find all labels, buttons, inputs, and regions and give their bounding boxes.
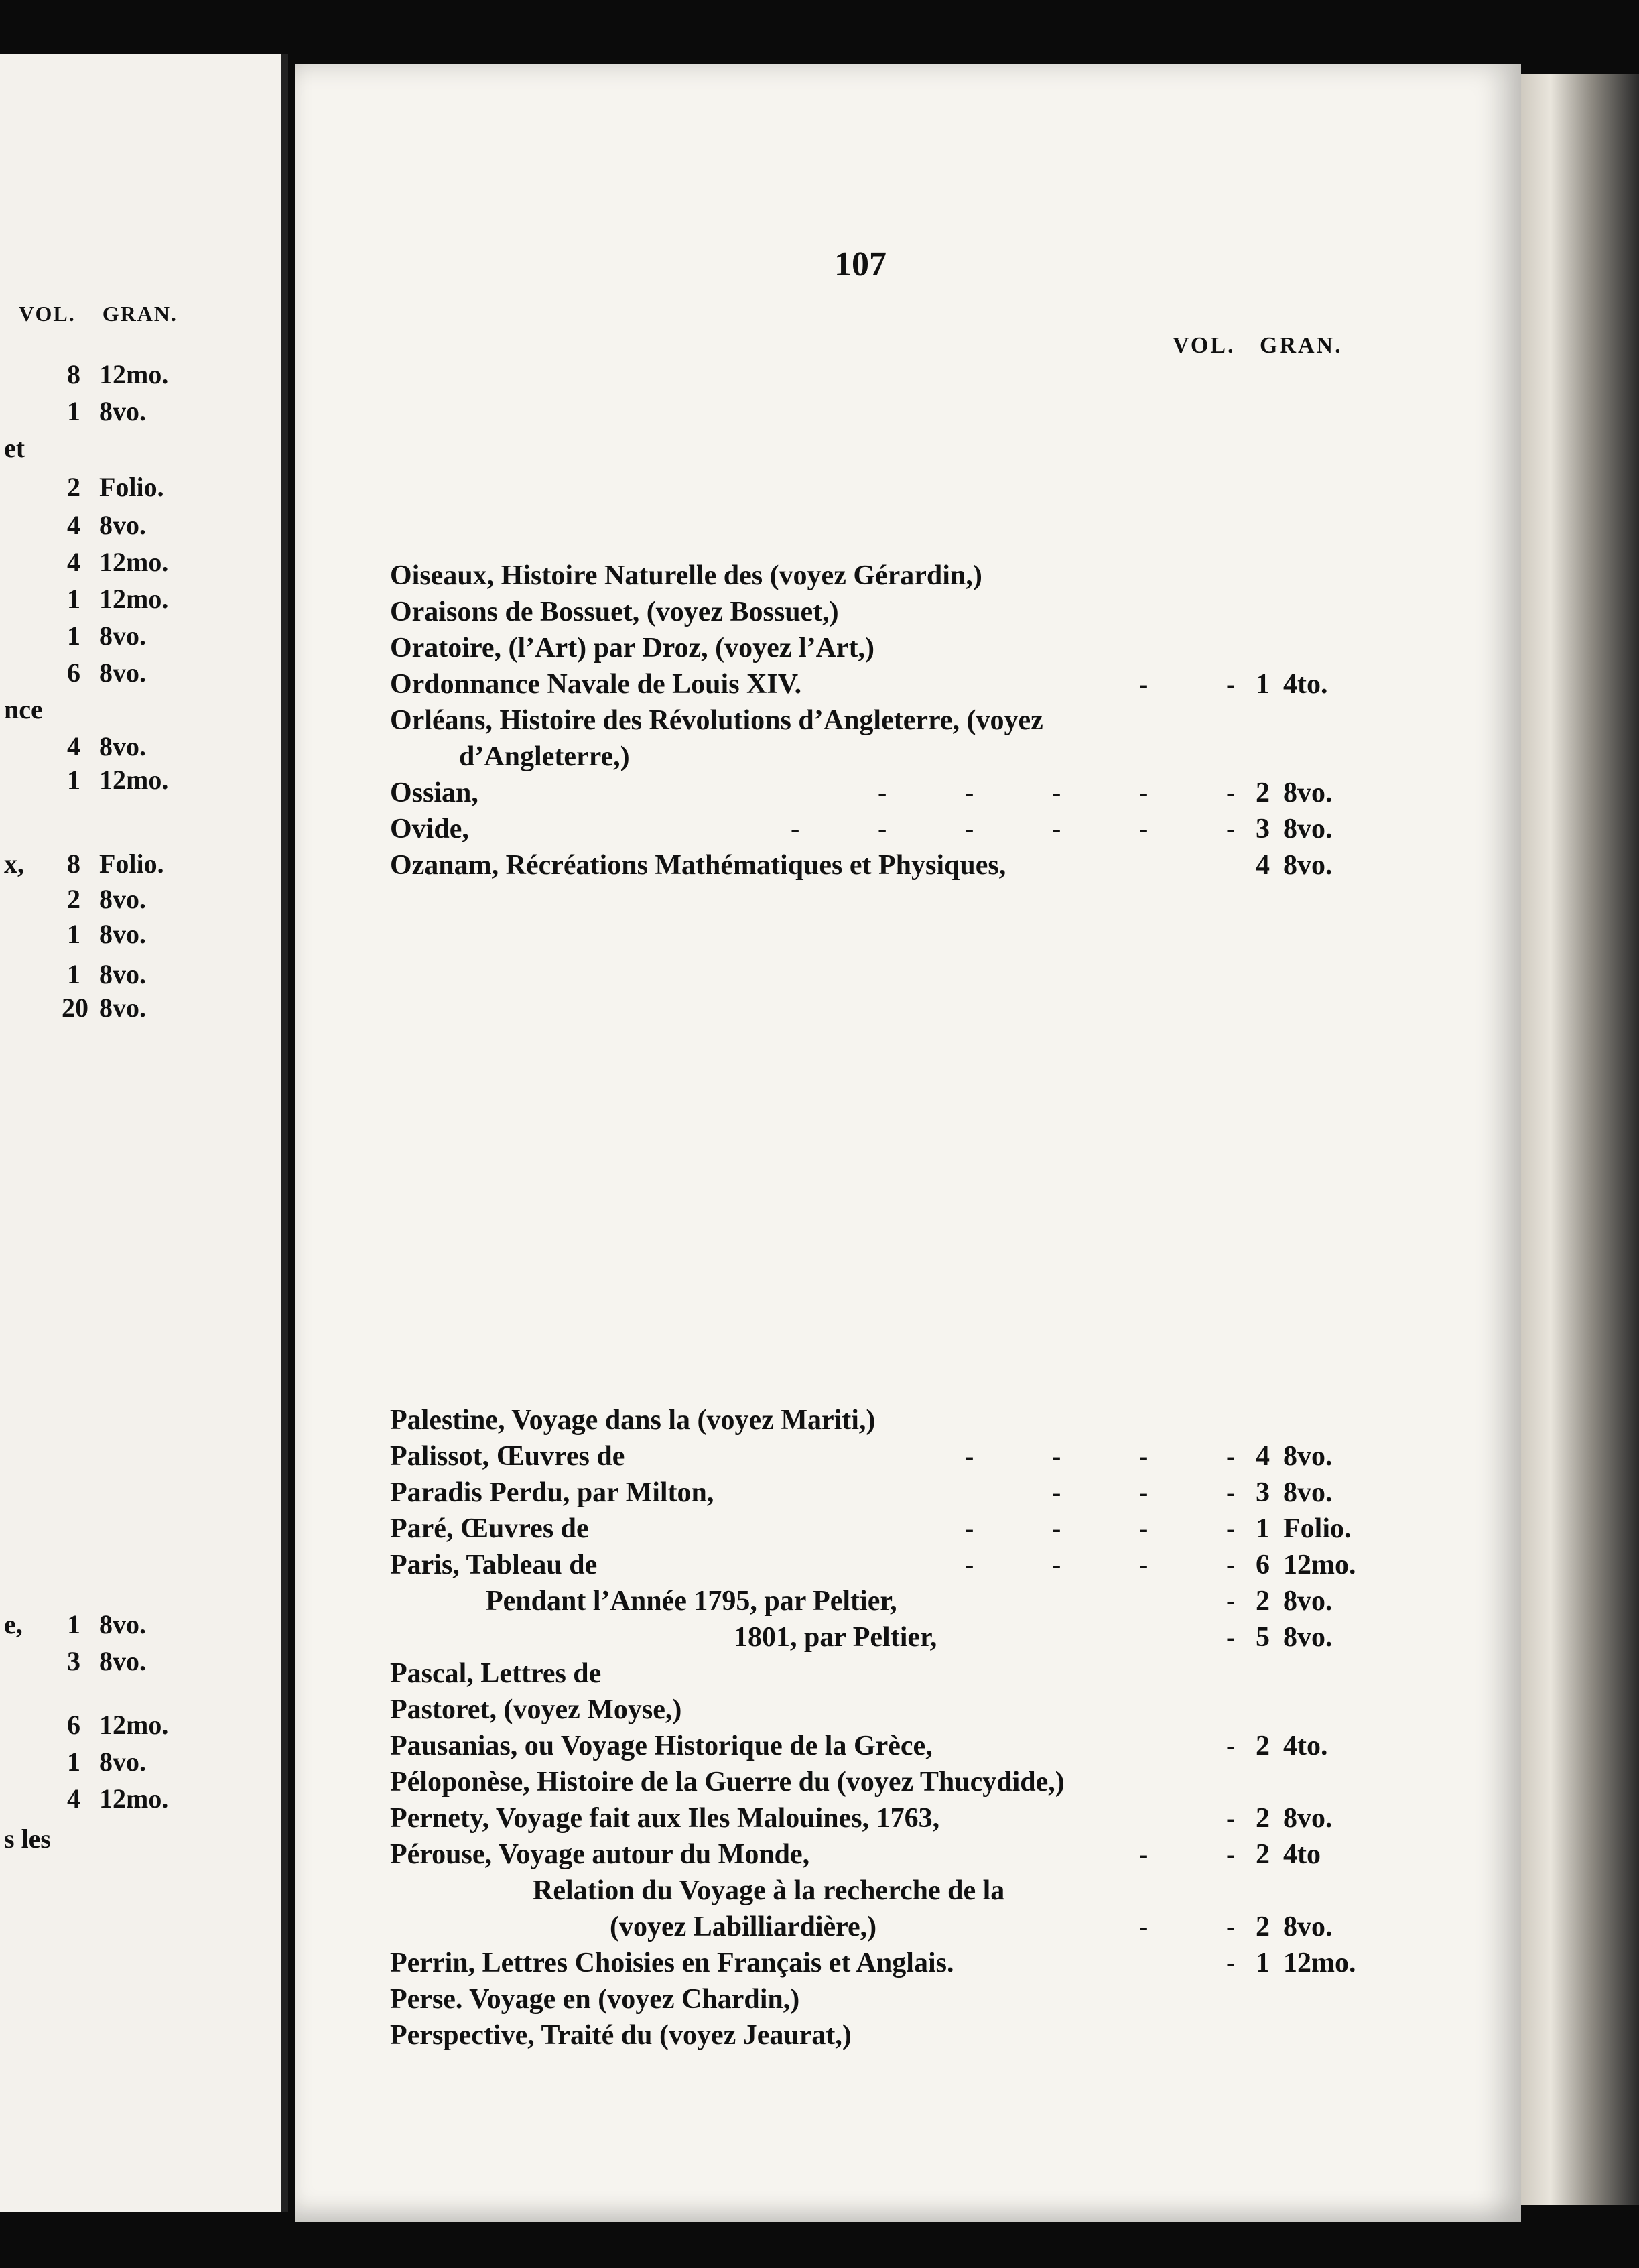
book-spine-edge <box>1521 74 1639 2205</box>
left-row-format: 8vo. <box>99 1646 146 1676</box>
left-row-vol: 1 <box>67 621 80 651</box>
left-row-format: 8vo. <box>99 396 146 426</box>
leader-dash: - <box>878 814 887 844</box>
leader-dash: - <box>1226 1441 1236 1471</box>
left-row-vol: 8 <box>67 359 80 389</box>
catalog-entry-title: Relation du Voyage à la recherche de la <box>533 1875 1005 1906</box>
left-row-vol: 1 <box>67 765 80 795</box>
leader-dash: - <box>1226 1948 1236 1978</box>
catalog-entry-title: Palestine, Voyage dans la (voyez Mariti,) <box>390 1405 876 1436</box>
volume-count: 2 <box>1256 1911 1270 1942</box>
left-row-vol: 4 <box>67 547 80 577</box>
left-row-format: 8vo. <box>99 884 146 914</box>
format-size: 8vo. <box>1283 1441 1333 1472</box>
catalog-entry-title: Paradis Perdu, par Milton, <box>390 1477 714 1508</box>
page-number: 107 <box>834 245 887 284</box>
left-header-gran: GRAN. <box>102 302 178 326</box>
format-size: 8vo. <box>1283 777 1333 808</box>
leader-dash: - <box>1052 1513 1061 1544</box>
left-row-vol: 4 <box>67 1783 80 1814</box>
left-row-format: 8vo. <box>99 919 146 949</box>
left-row-vol: 2 <box>67 472 80 502</box>
left-row-vol: 2 <box>67 884 80 914</box>
left-row-format: 12mo. <box>99 1783 169 1814</box>
left-row-vol: 4 <box>67 510 80 540</box>
catalog-entry-title: Perse. Voyage en (voyez Chardin,) <box>390 1984 800 2015</box>
format-size: 4to <box>1283 1839 1321 1870</box>
format-size: 8vo. <box>1283 1911 1333 1942</box>
leader-dash: - <box>965 1550 974 1580</box>
catalog-entry-title: Ozanam, Récréations Mathématiques et Physiques, <box>390 850 1006 881</box>
catalog-entry-title: Perspective, Traité du (voyez Jeaurat,) <box>390 2020 852 2051</box>
leader-dash: - <box>1139 1477 1149 1507</box>
left-row-format: 12mo. <box>99 765 169 795</box>
catalog-entry-title: Pendant l’Année 1795, par Peltier, <box>486 1586 897 1617</box>
format-size: 8vo. <box>1283 814 1333 844</box>
format-size: 12mo. <box>1283 1948 1356 1978</box>
left-row-vol: 1 <box>67 1609 80 1639</box>
leader-dash: - <box>791 814 800 844</box>
volume-count: 5 <box>1256 1622 1270 1653</box>
left-row-vol: 20 <box>62 993 88 1023</box>
left-row-text: e, <box>4 1609 23 1639</box>
catalog-entry-title: Ovide, <box>390 814 469 844</box>
volume-count: 4 <box>1256 850 1270 881</box>
catalog-entry-title: Péloponèse, Histoire de la Guerre du (voyez Thucydide,) <box>390 1767 1065 1798</box>
catalog-entry-title: Oiseaux, Histoire Naturelle des (voyez Gérardin,) <box>390 560 982 591</box>
leader-dash: - <box>1226 1622 1236 1652</box>
left-row-text: nce <box>4 694 43 724</box>
left-row-vol: 3 <box>67 1646 80 1676</box>
vol-column-header: VOL. <box>1173 333 1236 358</box>
volume-count: 2 <box>1256 1839 1270 1870</box>
left-row-format: 8vo. <box>99 510 146 540</box>
leader-dash: - <box>1226 814 1236 844</box>
leader-dash: - <box>1226 1803 1236 1833</box>
leader-dash: - <box>1139 777 1149 808</box>
leader-dash: - <box>965 1513 974 1544</box>
facing-page-left <box>0 54 288 2212</box>
leader-dash: - <box>1052 1477 1061 1507</box>
left-row-format: 8vo. <box>99 621 146 651</box>
left-row-format: 8vo. <box>99 959 146 989</box>
format-size: 4to. <box>1283 1730 1328 1761</box>
catalog-entry-title: d’Angleterre,) <box>459 741 630 772</box>
catalog-entry-title: Orléans, Histoire des Révolutions d’Angleterre, (voyez <box>390 705 1043 736</box>
catalog-entry-title: Paré, Œuvres de <box>390 1513 589 1544</box>
leader-dash: - <box>878 777 887 808</box>
catalog-entry-title: Perrin, Lettres Choisies en Français et Anglais. <box>390 1948 954 1978</box>
catalog-entry-title: (voyez Labilliardière,) <box>610 1911 877 1942</box>
leader-dash: - <box>1139 814 1149 844</box>
catalog-entry-title: Palissot, Œuvres de <box>390 1441 625 1472</box>
leader-dash: - <box>1139 1513 1149 1544</box>
left-row-vol: 6 <box>67 657 80 688</box>
leader-dash: - <box>1139 669 1149 699</box>
leader-dash: - <box>1052 1550 1061 1580</box>
volume-count: 2 <box>1256 1586 1270 1617</box>
leader-dash: - <box>1226 777 1236 808</box>
volume-count: 4 <box>1256 1441 1270 1472</box>
left-row-text: x, <box>4 848 24 879</box>
volume-count: 1 <box>1256 669 1270 700</box>
left-row-format: 8vo. <box>99 657 146 688</box>
leader-dash: - <box>1052 814 1061 844</box>
catalog-entry-title: Pernety, Voyage fait aux Iles Malouines, 1763, <box>390 1803 940 1834</box>
volume-count: 3 <box>1256 814 1270 844</box>
book-page <box>295 64 1521 2222</box>
leader-dash: - <box>1226 1730 1236 1761</box>
format-size: 8vo. <box>1283 1803 1333 1834</box>
volume-count: 2 <box>1256 1730 1270 1761</box>
left-row-format: 12mo. <box>99 584 169 614</box>
left-row-format: 8vo. <box>99 993 146 1023</box>
left-row-vol: 6 <box>67 1710 80 1740</box>
left-row-vol: 1 <box>67 396 80 426</box>
catalog-entry-title: 1801, par Peltier, <box>734 1622 937 1653</box>
volume-count: 1 <box>1256 1948 1270 1978</box>
catalog-entry-title: Ossian, <box>390 777 478 808</box>
format-size: 12mo. <box>1283 1550 1356 1580</box>
volume-count: 2 <box>1256 777 1270 808</box>
left-row-format: Folio. <box>99 848 164 879</box>
volume-count: 1 <box>1256 1513 1270 1544</box>
left-row-format: 8vo. <box>99 731 146 761</box>
leader-dash: - <box>1226 1586 1236 1616</box>
catalog-entry-title: Oratoire, (l’Art) par Droz, (voyez l’Art,) <box>390 633 875 664</box>
left-row-vol: 1 <box>67 1747 80 1777</box>
leader-dash: - <box>1226 1911 1236 1942</box>
leader-dash: - <box>1226 1839 1236 1869</box>
volume-count: 6 <box>1256 1550 1270 1580</box>
catalog-entry-title: Pastoret, (voyez Moyse,) <box>390 1694 682 1725</box>
leader-dash: - <box>1139 1441 1149 1471</box>
format-size: 8vo. <box>1283 1622 1333 1653</box>
left-header-vol: VOL. <box>19 302 76 326</box>
left-row-vol: 1 <box>67 584 80 614</box>
left-row-format: 8vo. <box>99 1747 146 1777</box>
leader-dash: - <box>1052 777 1061 808</box>
left-row-format: 12mo. <box>99 359 169 389</box>
format-size: 4to. <box>1283 669 1328 700</box>
format-size: Folio. <box>1283 1513 1352 1544</box>
volume-count: 2 <box>1256 1803 1270 1834</box>
catalog-entry-title: Ordonnance Navale de Louis XIV. <box>390 669 802 700</box>
leader-dash: - <box>965 1441 974 1471</box>
left-header <box>19 302 178 340</box>
leader-dash: - <box>1139 1550 1149 1580</box>
left-row-text: s les <box>4 1824 51 1854</box>
left-row-vol: 1 <box>67 919 80 949</box>
left-row-format: 8vo. <box>99 1609 146 1639</box>
format-size: 8vo. <box>1283 850 1333 881</box>
leader-dash: - <box>1226 1477 1236 1507</box>
left-row-vol: 1 <box>67 959 80 989</box>
leader-dash: - <box>1226 1550 1236 1580</box>
catalog-entry-title: Paris, Tableau de <box>390 1550 598 1580</box>
leader-dash: - <box>1139 1911 1149 1942</box>
left-row-vol: 8 <box>67 848 80 879</box>
gran-column-header: GRAN. <box>1260 333 1343 358</box>
leader-dash: - <box>965 814 974 844</box>
left-row-format: 12mo. <box>99 1710 169 1740</box>
left-row-format: 12mo. <box>99 547 169 577</box>
leader-dash: - <box>965 777 974 808</box>
leader-dash: - <box>1226 669 1236 699</box>
format-size: 8vo. <box>1283 1477 1333 1508</box>
catalog-entry-title: Pausanias, ou Voyage Historique de la Grèce, <box>390 1730 933 1761</box>
left-row-format: Folio. <box>99 472 164 502</box>
leader-dash: - <box>1139 1839 1149 1869</box>
catalog-entry-title: Pérouse, Voyage autour du Monde, <box>390 1839 810 1870</box>
catalog-entry-title: Oraisons de Bossuet, (voyez Bossuet,) <box>390 596 839 627</box>
left-row-text: et <box>4 433 25 463</box>
leader-dash: - <box>1226 1513 1236 1544</box>
volume-count: 3 <box>1256 1477 1270 1508</box>
leader-dash: - <box>1052 1441 1061 1471</box>
left-row-vol: 4 <box>67 731 80 761</box>
catalog-entry-title: Pascal, Lettres de <box>390 1658 602 1689</box>
format-size: 8vo. <box>1283 1586 1333 1617</box>
